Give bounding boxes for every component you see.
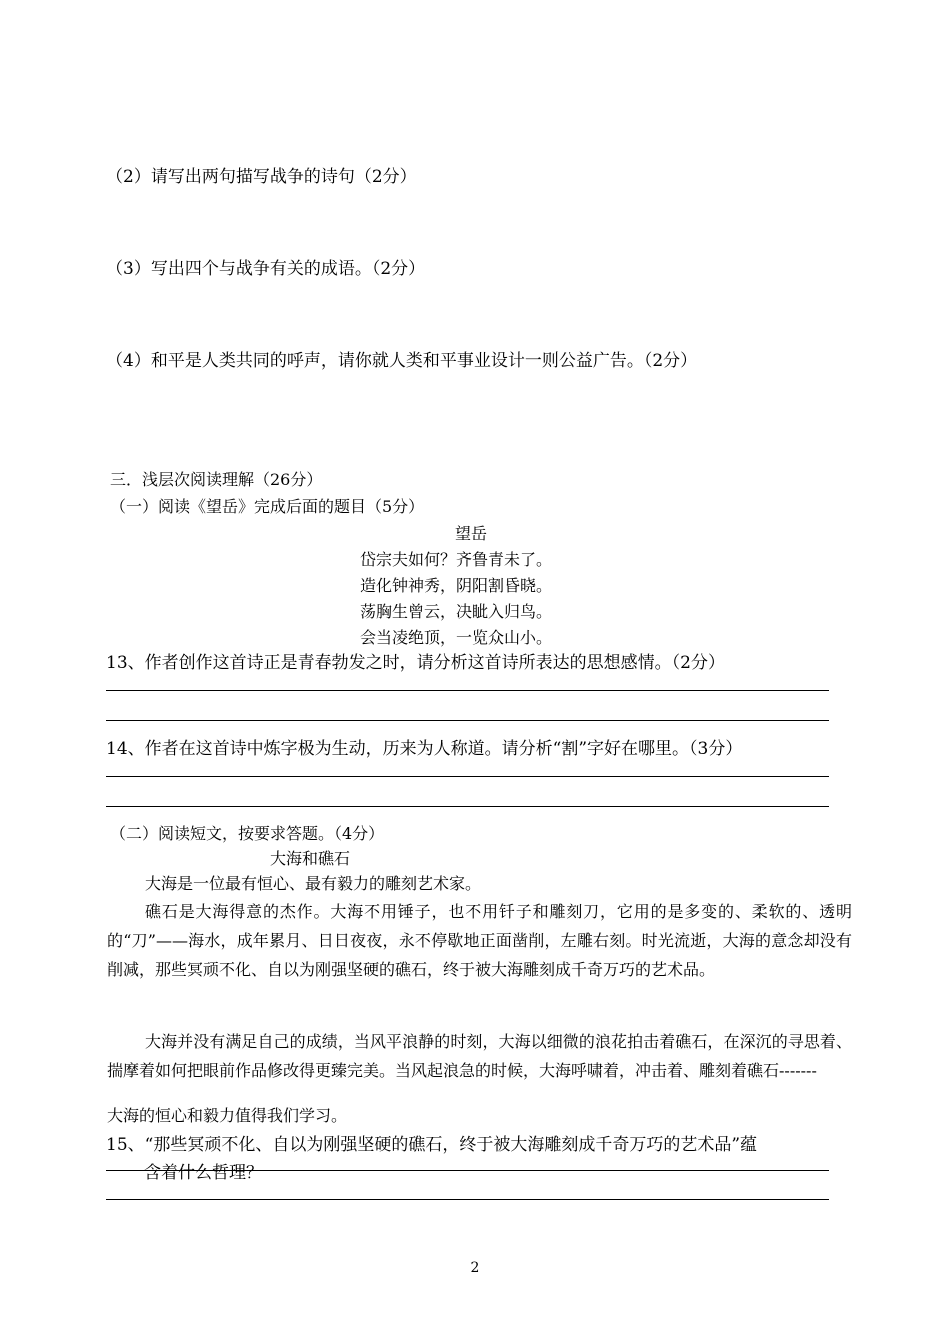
question-4: （4）和平是人类共同的呼声，请你就人类和平事业设计一则公益广告。（2分） (106, 351, 698, 371)
poem-line: 岱宗夫如何？齐鲁青未了。 (360, 550, 553, 569)
article-title: 大海和礁石 (270, 849, 351, 868)
article-paragraph: 大海是一位最有恒心、最有毅力的雕刻艺术家。 (145, 874, 482, 893)
article-paragraph: 大海并没有满足自己的成绩，当风平浪静的时刻，大海以细微的浪花拍击着礁石，在深沉的寻思着、揣摩着如何把眼前作品修改得更臻完美。当风起浪急的时候，大海呼啸着，冲击着、雕刻着礁石------- (107, 1032, 852, 1080)
question-13: 13、作者创作这首诗正是青春勃发之时，请分析这首诗所表达的思想感情。（2分） (106, 653, 725, 673)
question-14: 14、作者在这首诗中炼字极为生动，历来为人称道。请分析“割”字好在哪里。（3分） (106, 739, 743, 759)
poem-line: 荡胸生曾云，决眦入归鸟。 (360, 602, 553, 621)
poem-line: 会当凌绝顶，一览众山小。 (360, 628, 553, 647)
section-heading: 三．浅层次阅读理解（26分） (110, 470, 323, 489)
article-paragraph: 礁石是大海得意的杰作。大海不用锤子，也不用钎子和雕刻刀，它用的是多变的、柔软的、透明的“刀”——海水，成年累月、日日夜夜，永不停歇地正面凿削，左雕右刻。时光流逝，大海的意念却没有削减，那些冥顽不化、自以为刚强坚硬的礁石，终于被大海雕刻成千奇万巧的艺术品。 (107, 902, 852, 979)
part2-heading: （二）阅读短文，按要求答题。（4分） (110, 824, 385, 843)
question-3: （3）写出四个与战争有关的成语。（2分） (106, 259, 426, 279)
answer-line (106, 690, 829, 691)
answer-line (106, 1199, 829, 1200)
answer-line (106, 1170, 829, 1171)
poem-title: 望岳 (455, 524, 488, 543)
article-paragraph: 大海的恒心和毅力值得我们学习。 (107, 1106, 348, 1125)
question-15: 15、“那些冥顽不化、自以为刚强坚硬的礁石，终于被大海雕刻成千奇万巧的艺术品”蕴 (106, 1135, 758, 1155)
answer-line (106, 806, 829, 807)
question-2: （2）请写出两句描写战争的诗句（2分） (106, 167, 417, 187)
poem-line: 造化钟神秀，阴阳割昏晓。 (360, 576, 553, 595)
answer-line (106, 720, 829, 721)
page-number: 2 (470, 1260, 480, 1276)
question-15-continued: 含着什么哲理？ (144, 1163, 263, 1183)
part1-heading: （一）阅读《望岳》完成后面的题目（5分） (110, 497, 425, 516)
answer-line (106, 776, 829, 777)
